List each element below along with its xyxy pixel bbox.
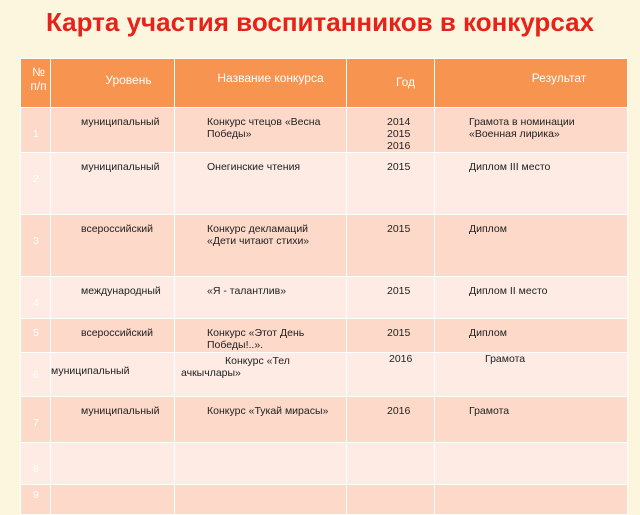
level-text: международный xyxy=(81,285,161,297)
header-level-label: Уровень xyxy=(105,73,152,87)
name-text: Онегинские чтения xyxy=(207,161,301,173)
row-num-cell xyxy=(21,443,51,485)
level-text: муниципальный xyxy=(51,365,130,377)
result-cell xyxy=(435,485,628,515)
header-result xyxy=(435,59,628,108)
name-text: Конкурс «Этот День Победы!..». xyxy=(207,327,305,351)
name-cell xyxy=(175,353,347,397)
row-num-cell xyxy=(21,215,51,277)
level-cell xyxy=(51,153,175,215)
table-row xyxy=(21,397,628,443)
year-cell xyxy=(347,485,435,515)
level-text: муниципальный xyxy=(81,405,160,417)
result-text: Грамота xyxy=(469,405,510,417)
row-num: 5 xyxy=(33,327,39,339)
name-cell xyxy=(175,443,347,485)
year-cell xyxy=(347,319,435,353)
name-text: Конкурс чтецов «Весна Победы» xyxy=(207,116,321,140)
header-num: № п/п xyxy=(21,59,51,108)
header-level xyxy=(51,59,175,108)
table-row xyxy=(21,153,628,215)
year-text: 2015 xyxy=(387,327,411,339)
result-cell xyxy=(435,153,628,215)
result-text: Грамота в номинации «Военная лирика» xyxy=(469,116,575,140)
level-cell xyxy=(51,485,175,515)
level-text: всероссийский xyxy=(81,223,154,235)
result-cell xyxy=(435,443,628,485)
level-cell xyxy=(51,108,175,153)
name-cell xyxy=(175,397,347,443)
level-cell xyxy=(51,443,175,485)
level-text: всероссийский xyxy=(81,327,154,339)
header-year-label: Год xyxy=(395,75,416,89)
row-num: 7 xyxy=(33,417,39,429)
result-cell xyxy=(435,397,628,443)
name-text: Конкурс декламаций «Дети читают стихи» xyxy=(207,223,310,247)
row-num-cell xyxy=(21,277,51,319)
page-title: Карта участия воспитанников в конкурсах xyxy=(45,7,595,37)
year-cell xyxy=(347,215,435,277)
row-num-cell xyxy=(21,485,51,515)
year-text: 2016 xyxy=(387,405,411,417)
year-cell xyxy=(347,397,435,443)
level-text: муниципальный xyxy=(81,161,160,173)
table-row xyxy=(21,353,628,397)
year-cell xyxy=(347,277,435,319)
name-text xyxy=(175,353,346,379)
table-row xyxy=(21,319,628,353)
year-text: 2015 xyxy=(387,285,411,297)
row-num-cell xyxy=(21,319,51,353)
header-name-label: Название конкурса xyxy=(217,71,324,85)
result-text: Грамота xyxy=(485,353,526,365)
table-row xyxy=(21,485,628,515)
table-header-row xyxy=(21,59,628,108)
result-cell xyxy=(435,353,628,397)
name-text-inner: Конкурс «Тел ачкычлары» xyxy=(181,355,290,379)
name-cell xyxy=(175,215,347,277)
header-name xyxy=(175,59,347,108)
row-num-cell xyxy=(21,108,51,153)
header-result-label: Результат xyxy=(531,71,587,85)
year-text: 2015 xyxy=(387,223,411,235)
level-cell xyxy=(51,353,175,397)
year-cell xyxy=(347,108,435,153)
row-num: 8 xyxy=(33,463,39,475)
result-cell xyxy=(435,108,628,153)
name-text: «Я - талантлив» xyxy=(207,285,287,297)
result-cell xyxy=(435,215,628,277)
name-text: Конкурс «Тукай мирасы» xyxy=(207,405,329,417)
result-text: Диплом III место xyxy=(469,161,551,173)
result-text: Диплом xyxy=(469,327,507,339)
header-year xyxy=(347,59,435,108)
table-row xyxy=(21,277,628,319)
row-num: 4 xyxy=(33,297,39,309)
level-cell xyxy=(51,277,175,319)
name-cell xyxy=(175,277,347,319)
row-num: 1 xyxy=(33,128,39,140)
year-cell xyxy=(347,353,435,397)
year-text: 2015 xyxy=(387,161,411,173)
name-cell xyxy=(175,153,347,215)
result-cell xyxy=(435,319,628,353)
year-cell xyxy=(347,443,435,485)
row-num-cell xyxy=(21,353,51,397)
year-text: 2014 2015 2016 xyxy=(387,116,411,152)
name-cell xyxy=(175,108,347,153)
contest-table xyxy=(20,58,628,515)
row-num-cell xyxy=(21,397,51,443)
year-cell xyxy=(347,153,435,215)
table-row xyxy=(21,215,628,277)
row-num: 6 xyxy=(33,369,39,381)
level-cell xyxy=(51,215,175,277)
level-text: муниципальный xyxy=(81,116,160,128)
row-num: 2 xyxy=(33,173,39,185)
year-text: 2016 xyxy=(389,353,413,365)
level-cell xyxy=(51,397,175,443)
table-row xyxy=(21,108,628,153)
result-text: Диплом xyxy=(469,223,507,235)
level-cell xyxy=(51,319,175,353)
name-cell xyxy=(175,319,347,353)
row-num: 9 xyxy=(33,489,39,501)
result-text: Диплом II место xyxy=(469,285,548,297)
table-row xyxy=(21,443,628,485)
row-num-cell xyxy=(21,153,51,215)
result-cell xyxy=(435,277,628,319)
row-num: 3 xyxy=(33,235,39,247)
name-cell xyxy=(175,485,347,515)
